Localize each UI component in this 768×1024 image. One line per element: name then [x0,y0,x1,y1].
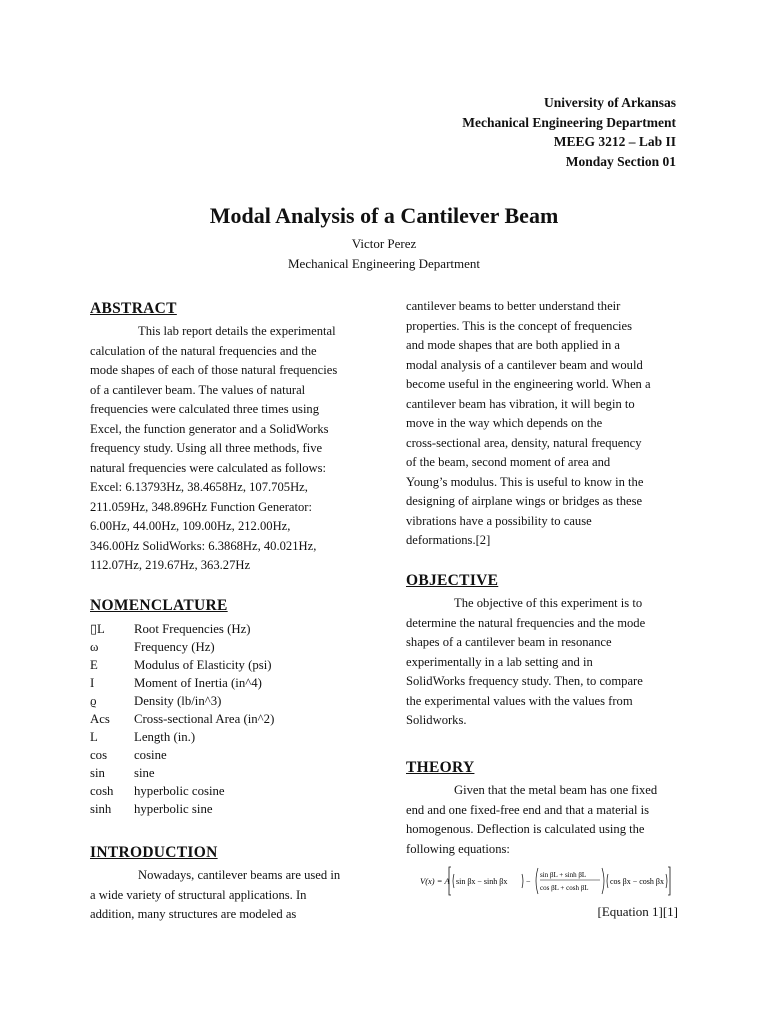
nomenclature-symbol: cosh [90,784,114,798]
department-name: Mechanical Engineering Department [462,114,676,130]
text-line: move in the way which depends on the [406,416,603,430]
text-line: properties. This is the concept of frequencies [406,318,633,333]
text-line: of a cantilever beam. The values of natural [90,382,306,397]
introduction-continued [406,297,686,551]
paper-title: Modal Analysis of a Cantilever Beam [209,203,559,228]
text-line: frequency study. Using all three methods, five [90,441,323,455]
text-line: end and one fixed-free end and that a material is [406,802,650,817]
nomenclature-row [90,800,274,818]
svg-text:−: − [526,877,531,886]
section-name: Monday Section 01 [565,153,676,169]
equation-term1: sin βx − sinh βx [456,877,508,886]
abstract-body [90,322,370,576]
text-line: homogenous. Deflection is calculated using the [406,822,645,836]
nomenclature-row [90,638,274,656]
equation-fraction-denominator: cos βL + cosh βL [540,884,589,892]
nomenclature-row [90,656,274,674]
abstract-heading: ABSTRACT [90,300,177,317]
nomenclature-definition: Frequency (Hz) [134,640,215,654]
text-line: Excel: 6.13793Hz, 38.4658Hz, 107.705Hz, [90,480,308,494]
course-name: MEEG 3212 – Lab II [553,134,676,149]
nomenclature-definition: Modulus of Elasticity (psi) [134,658,272,672]
nomenclature-row [90,620,274,638]
text-line: frequencies were calculated three times using [90,402,320,416]
text-line: Solidworks. [406,713,467,727]
text-line: vibrations have a possibility to cause [406,513,592,528]
text-line: determine the natural frequencies and the mode [406,615,646,630]
nomenclature-definition: Cross-sectional Area (in^2) [134,712,275,726]
text-line: deformations.[2] [406,533,491,547]
text-line: modal analysis of a cantilever beam and would [406,357,643,372]
nomenclature-definition: Root Frequencies (Hz) [134,622,251,636]
text-line: shapes of a cantilever beam in resonance [406,635,612,649]
nomenclature-symbol: I [90,676,95,690]
introduction-body [90,866,370,925]
nomenclature-definition: hyperbolic cosine [134,784,225,798]
text-line: the experimental values with the values from [406,693,633,708]
nomenclature-symbol: ω [90,640,99,654]
nomenclature-row [90,746,274,764]
text-line: experimentally in a lab setting and in [406,654,593,669]
text-line: cantilever beams to better understand their [406,299,621,313]
text-line: become useful in the engineering world. When a [406,377,651,391]
text-line: This lab report details the experimental [138,324,336,338]
text-line: cross-sectional area, density, natural frequency [406,435,642,450]
text-line: cantilever beam has vibration, it will begin to [406,396,635,411]
nomenclature-symbol: ϱ [90,694,97,708]
header-block [462,93,676,171]
nomenclature-definition: Length (in.) [134,730,196,744]
objective-body [406,594,686,731]
text-line: addition, many structures are modeled as [90,907,297,921]
text-line: a wide variety of structural applications. In [90,887,307,902]
nomenclature-definition: Moment of Inertia (in^4) [134,676,262,690]
deflection-equation [418,864,672,898]
nomenclature-symbol: L [90,730,98,744]
text-line: Nowadays, cantilever beams are used in [138,868,341,882]
text-line: The objective of this experiment is to [454,596,643,610]
university-name: University of Arkansas [543,95,676,110]
text-line: calculation of the natural frequencies and the [90,343,317,358]
nomenclature-row [90,728,274,746]
equation-label: [Equation 1][1] [597,904,678,919]
equation-lhs: V(x) = A [420,876,450,886]
text-line: Young’s modulus. This is useful to know in the [406,474,644,489]
nomenclature-symbol: ▯L [90,622,105,636]
nomenclature-list [90,620,274,818]
nomenclature-row [90,692,274,710]
nomenclature-row [90,710,274,728]
text-line: natural frequencies were calculated as follows: [90,460,327,475]
nomenclature-definition: Density (lb/in^3) [134,694,222,708]
nomenclature-symbol: E [90,658,98,672]
equation-term2: cos βx − cosh βx [610,877,664,886]
text-line: Excel, the function generator and a SolidWorks [90,421,329,436]
text-line: of the beam, second moment of area and [406,455,611,469]
introduction-heading: INTRODUCTION [90,844,218,861]
nomenclature-definition: hyperbolic sine [134,802,213,816]
nomenclature-row [90,674,274,692]
nomenclature-symbol: cos [90,748,108,762]
author-name: Victor Perez [351,236,417,251]
text-line: SolidWorks frequency study. Then, to compare [406,674,643,688]
text-line: following equations: [406,841,510,856]
text-line: 211.059Hz, 348.896Hz Function Generator: [90,499,312,514]
text-line: Given that the metal beam has one fixed [454,783,658,797]
text-line: 112.07Hz, 219.67Hz, 363.27Hz [90,558,251,572]
nomenclature-definition: cosine [134,748,167,762]
nomenclature-symbol: sin [90,766,105,780]
author-affiliation: Mechanical Engineering Department [287,256,481,271]
nomenclature-definition: sine [134,766,155,780]
nomenclature-heading: NOMENCLATURE [90,597,228,614]
theory-heading: THEORY [406,759,475,776]
nomenclature-symbol: sinh [90,802,112,816]
nomenclature-row [90,782,274,800]
equation-fraction-numerator: sin βL + sinh βL [540,871,587,879]
text-line: mode shapes of each of those natural frequencies [90,363,338,377]
text-line: 6.00Hz, 44.00Hz, 109.00Hz, 212.00Hz, [90,519,291,533]
text-line: 346.00Hz SolidWorks: 6.3868Hz, 40.021Hz, [90,538,317,553]
nomenclature-symbol: Acs [90,712,110,726]
theory-body [406,781,686,859]
text-line: and mode shapes that are both applied in a [406,338,621,352]
nomenclature-row [90,764,274,782]
objective-heading: OBJECTIVE [406,572,499,589]
text-line: designing of airplane wings or bridges as these [406,494,643,508]
